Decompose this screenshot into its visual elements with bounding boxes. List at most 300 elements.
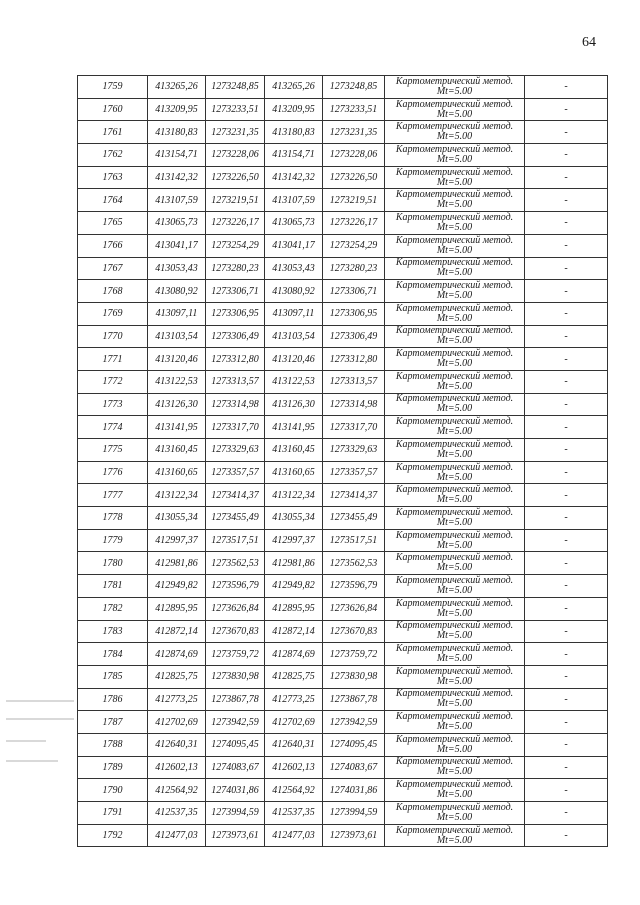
x-new-cell: 413142,32 xyxy=(265,166,323,189)
x-new-cell: 412477,03 xyxy=(265,824,323,847)
method-name: Картометрический метод. xyxy=(395,393,514,405)
method-name: Картометрический метод. xyxy=(395,234,514,246)
method-accuracy: Mt=5.00 xyxy=(436,811,473,823)
note-cell: - xyxy=(525,144,608,167)
x-existing-cell: 412997,37 xyxy=(148,529,206,552)
method-name: Картометрический метод. xyxy=(395,98,514,110)
note-cell: - xyxy=(525,665,608,688)
x-new-cell: 413055,34 xyxy=(265,507,323,530)
method-name: Картометрический метод. xyxy=(395,620,514,632)
y-existing-cell: 1273670,83 xyxy=(206,620,265,643)
y-existing-cell: 1273306,49 xyxy=(206,325,265,348)
x-existing-cell: 413265,26 xyxy=(148,76,206,99)
method-cell xyxy=(385,507,525,530)
y-new-cell: 1273973,61 xyxy=(323,824,385,847)
table-row xyxy=(78,189,608,212)
method-accuracy: Mt=5.00 xyxy=(436,766,473,778)
y-existing-cell: 1273248,85 xyxy=(206,76,265,99)
x-existing-cell: 413142,32 xyxy=(148,166,206,189)
method-name: Картометрический метод. xyxy=(395,189,514,201)
x-existing-cell: 412564,92 xyxy=(148,779,206,802)
x-new-cell: 412773,25 xyxy=(265,688,323,711)
method-accuracy: Mt=5.00 xyxy=(436,721,473,733)
table-row xyxy=(78,121,608,144)
table-row xyxy=(78,597,608,620)
method-accuracy: Mt=5.00 xyxy=(436,153,473,165)
point-number-cell: 1765 xyxy=(78,212,148,235)
x-existing-cell: 413053,43 xyxy=(148,257,206,280)
y-existing-cell: 1273414,37 xyxy=(206,484,265,507)
table-row xyxy=(78,484,608,507)
method-cell xyxy=(385,552,525,575)
table-body xyxy=(78,76,608,847)
y-existing-cell: 1273455,49 xyxy=(206,507,265,530)
note-cell: - xyxy=(525,575,608,598)
point-number-cell: 1762 xyxy=(78,144,148,167)
method-name: Картометрический метод. xyxy=(395,325,514,337)
note-cell: - xyxy=(525,257,608,280)
method-accuracy: Mt=5.00 xyxy=(436,653,473,665)
method-accuracy: Mt=5.00 xyxy=(436,834,473,846)
point-number-cell: 1789 xyxy=(78,756,148,779)
note-cell: - xyxy=(525,325,608,348)
method-cell xyxy=(385,280,525,303)
x-new-cell: 413097,11 xyxy=(265,302,323,325)
table-row xyxy=(78,302,608,325)
note-cell: - xyxy=(525,348,608,371)
x-existing-cell: 413097,11 xyxy=(148,302,206,325)
y-new-cell: 1273306,71 xyxy=(323,280,385,303)
x-new-cell: 413103,54 xyxy=(265,325,323,348)
point-number-cell: 1759 xyxy=(78,76,148,99)
y-new-cell: 1273254,29 xyxy=(323,234,385,257)
point-number-cell: 1782 xyxy=(78,597,148,620)
x-new-cell: 412981,86 xyxy=(265,552,323,575)
method-accuracy: Mt=5.00 xyxy=(436,494,473,506)
x-existing-cell: 413122,53 xyxy=(148,370,206,393)
method-cell xyxy=(385,824,525,847)
y-new-cell: 1273306,95 xyxy=(323,302,385,325)
note-cell: - xyxy=(525,121,608,144)
x-existing-cell: 413180,83 xyxy=(148,121,206,144)
x-existing-cell: 412773,25 xyxy=(148,688,206,711)
note-cell: - xyxy=(525,484,608,507)
y-new-cell: 1273830,98 xyxy=(323,665,385,688)
method-accuracy: Mt=5.00 xyxy=(436,516,473,528)
y-existing-cell: 1273517,51 xyxy=(206,529,265,552)
x-new-cell: 413160,65 xyxy=(265,461,323,484)
method-cell xyxy=(385,166,525,189)
scan-artifact xyxy=(6,740,46,742)
method-cell xyxy=(385,529,525,552)
point-number-cell: 1783 xyxy=(78,620,148,643)
point-number-cell: 1773 xyxy=(78,393,148,416)
table-row xyxy=(78,348,608,371)
y-existing-cell: 1273830,98 xyxy=(206,665,265,688)
method-name: Картометрический метод. xyxy=(395,824,514,836)
note-cell: - xyxy=(525,76,608,99)
y-new-cell: 1273306,49 xyxy=(323,325,385,348)
table-row xyxy=(78,620,608,643)
note-cell: - xyxy=(525,824,608,847)
method-name: Картометрический метод. xyxy=(395,121,514,133)
point-number-cell: 1786 xyxy=(78,688,148,711)
point-number-cell: 1788 xyxy=(78,733,148,756)
method-cell xyxy=(385,802,525,825)
method-name: Картометрический метод. xyxy=(395,370,514,382)
method-name: Картометрический метод. xyxy=(395,711,514,723)
x-existing-cell: 412537,35 xyxy=(148,802,206,825)
note-cell: - xyxy=(525,461,608,484)
method-accuracy: Mt=5.00 xyxy=(436,108,473,120)
point-number-cell: 1778 xyxy=(78,507,148,530)
method-name: Картометрический метод. xyxy=(395,75,514,87)
table-row xyxy=(78,643,608,666)
x-existing-cell: 413122,34 xyxy=(148,484,206,507)
y-new-cell: 1274095,45 xyxy=(323,733,385,756)
note-cell: - xyxy=(525,733,608,756)
method-name: Картометрический метод. xyxy=(395,643,514,655)
table-row xyxy=(78,144,608,167)
y-new-cell: 1273231,35 xyxy=(323,121,385,144)
method-accuracy: Mt=5.00 xyxy=(436,267,473,279)
x-existing-cell: 412602,13 xyxy=(148,756,206,779)
method-cell xyxy=(385,121,525,144)
method-name: Картометрический метод. xyxy=(395,302,514,314)
y-new-cell: 1273626,84 xyxy=(323,597,385,620)
x-existing-cell: 412981,86 xyxy=(148,552,206,575)
method-cell xyxy=(385,711,525,734)
x-existing-cell: 413107,59 xyxy=(148,189,206,212)
method-cell xyxy=(385,643,525,666)
point-number-cell: 1771 xyxy=(78,348,148,371)
table-row xyxy=(78,552,608,575)
table-row xyxy=(78,756,608,779)
y-existing-cell: 1273313,57 xyxy=(206,370,265,393)
method-name: Картометрический метод. xyxy=(395,166,514,178)
method-cell xyxy=(385,575,525,598)
method-cell xyxy=(385,733,525,756)
method-accuracy: Mt=5.00 xyxy=(436,630,473,642)
y-existing-cell: 1274095,45 xyxy=(206,733,265,756)
point-number-cell: 1769 xyxy=(78,302,148,325)
point-number-cell: 1792 xyxy=(78,824,148,847)
y-new-cell: 1273317,70 xyxy=(323,416,385,439)
y-existing-cell: 1273306,95 xyxy=(206,302,265,325)
point-number-cell: 1787 xyxy=(78,711,148,734)
point-number-cell: 1777 xyxy=(78,484,148,507)
method-name: Картометрический метод. xyxy=(395,733,514,745)
y-existing-cell: 1273973,61 xyxy=(206,824,265,847)
x-new-cell: 413053,43 xyxy=(265,257,323,280)
method-cell xyxy=(385,325,525,348)
y-new-cell: 1273228,06 xyxy=(323,144,385,167)
method-accuracy: Mt=5.00 xyxy=(436,335,473,347)
note-cell: - xyxy=(525,189,608,212)
table-row xyxy=(78,575,608,598)
y-new-cell: 1273562,53 xyxy=(323,552,385,575)
x-existing-cell: 413160,45 xyxy=(148,439,206,462)
table-row xyxy=(78,665,608,688)
y-existing-cell: 1273562,53 xyxy=(206,552,265,575)
method-name: Картометрический метод. xyxy=(395,665,514,677)
x-existing-cell: 413055,34 xyxy=(148,507,206,530)
point-number-cell: 1791 xyxy=(78,802,148,825)
y-new-cell: 1273517,51 xyxy=(323,529,385,552)
method-cell xyxy=(385,665,525,688)
y-new-cell: 1273219,51 xyxy=(323,189,385,212)
note-cell: - xyxy=(525,643,608,666)
x-new-cell: 413120,46 xyxy=(265,348,323,371)
method-cell xyxy=(385,779,525,802)
x-existing-cell: 412825,75 xyxy=(148,665,206,688)
method-cell xyxy=(385,393,525,416)
method-cell xyxy=(385,370,525,393)
y-new-cell: 1273596,79 xyxy=(323,575,385,598)
point-number-cell: 1767 xyxy=(78,257,148,280)
y-existing-cell: 1273357,57 xyxy=(206,461,265,484)
y-existing-cell: 1273759,72 xyxy=(206,643,265,666)
y-new-cell: 1273248,85 xyxy=(323,76,385,99)
method-accuracy: Mt=5.00 xyxy=(436,358,473,370)
point-number-cell: 1790 xyxy=(78,779,148,802)
method-name: Картометрический метод. xyxy=(395,597,514,609)
y-new-cell: 1273312,80 xyxy=(323,348,385,371)
x-new-cell: 413180,83 xyxy=(265,121,323,144)
point-number-cell: 1763 xyxy=(78,166,148,189)
method-name: Картометрический метод. xyxy=(395,143,514,155)
y-new-cell: 1274083,67 xyxy=(323,756,385,779)
y-existing-cell: 1273994,59 xyxy=(206,802,265,825)
x-new-cell: 412895,95 xyxy=(265,597,323,620)
y-new-cell: 1273414,37 xyxy=(323,484,385,507)
point-number-cell: 1760 xyxy=(78,98,148,121)
table-row xyxy=(78,257,608,280)
method-accuracy: Mt=5.00 xyxy=(436,698,473,710)
note-cell: - xyxy=(525,98,608,121)
point-number-cell: 1781 xyxy=(78,575,148,598)
method-name: Картометрический метод. xyxy=(395,552,514,564)
method-name: Картометрический метод. xyxy=(395,257,514,269)
note-cell: - xyxy=(525,756,608,779)
method-name: Картометрический метод. xyxy=(395,438,514,450)
method-name: Картометрический метод. xyxy=(395,461,514,473)
y-existing-cell: 1273254,29 xyxy=(206,234,265,257)
note-cell: - xyxy=(525,597,608,620)
x-new-cell: 413122,53 xyxy=(265,370,323,393)
x-new-cell: 413154,71 xyxy=(265,144,323,167)
x-new-cell: 413209,95 xyxy=(265,98,323,121)
y-new-cell: 1273313,57 xyxy=(323,370,385,393)
method-name: Картометрический метод. xyxy=(395,416,514,428)
method-accuracy: Mt=5.00 xyxy=(436,85,473,97)
note-cell: - xyxy=(525,166,608,189)
table-row xyxy=(78,76,608,99)
page-number: 64 xyxy=(582,35,596,50)
y-new-cell: 1273994,59 xyxy=(323,802,385,825)
x-new-cell: 412872,14 xyxy=(265,620,323,643)
x-existing-cell: 413120,46 xyxy=(148,348,206,371)
point-number-cell: 1780 xyxy=(78,552,148,575)
method-name: Картометрический метод. xyxy=(395,529,514,541)
method-accuracy: Mt=5.00 xyxy=(436,426,473,438)
point-number-cell: 1779 xyxy=(78,529,148,552)
point-number-cell: 1784 xyxy=(78,643,148,666)
scan-artifact xyxy=(6,760,58,762)
x-existing-cell: 413065,73 xyxy=(148,212,206,235)
note-cell: - xyxy=(525,280,608,303)
x-new-cell: 412640,31 xyxy=(265,733,323,756)
y-new-cell: 1273226,50 xyxy=(323,166,385,189)
method-cell xyxy=(385,348,525,371)
x-new-cell: 412949,82 xyxy=(265,575,323,598)
method-cell xyxy=(385,212,525,235)
table-row xyxy=(78,711,608,734)
y-existing-cell: 1273626,84 xyxy=(206,597,265,620)
method-name: Картометрический метод. xyxy=(395,280,514,292)
method-accuracy: Mt=5.00 xyxy=(436,675,473,687)
y-existing-cell: 1273596,79 xyxy=(206,575,265,598)
method-cell xyxy=(385,144,525,167)
point-number-cell: 1764 xyxy=(78,189,148,212)
point-number-cell: 1772 xyxy=(78,370,148,393)
note-cell: - xyxy=(525,507,608,530)
table-row xyxy=(78,166,608,189)
x-new-cell: 413265,26 xyxy=(265,76,323,99)
table-row xyxy=(78,325,608,348)
method-accuracy: Mt=5.00 xyxy=(436,221,473,233)
x-existing-cell: 413141,95 xyxy=(148,416,206,439)
y-new-cell: 1273942,59 xyxy=(323,711,385,734)
x-existing-cell: 413041,17 xyxy=(148,234,206,257)
method-accuracy: Mt=5.00 xyxy=(436,244,473,256)
y-new-cell: 1274031,86 xyxy=(323,779,385,802)
note-cell: - xyxy=(525,212,608,235)
point-number-cell: 1761 xyxy=(78,121,148,144)
x-new-cell: 413080,92 xyxy=(265,280,323,303)
x-existing-cell: 413160,65 xyxy=(148,461,206,484)
table-row xyxy=(78,688,608,711)
y-existing-cell: 1273231,35 xyxy=(206,121,265,144)
table-row xyxy=(78,98,608,121)
method-accuracy: Mt=5.00 xyxy=(436,471,473,483)
method-name: Картометрический метод. xyxy=(395,506,514,518)
method-cell xyxy=(385,257,525,280)
point-number-cell: 1776 xyxy=(78,461,148,484)
scan-artifact xyxy=(6,718,74,720)
method-accuracy: Mt=5.00 xyxy=(436,312,473,324)
note-cell: - xyxy=(525,529,608,552)
table-row xyxy=(78,280,608,303)
note-cell: - xyxy=(525,802,608,825)
table-row xyxy=(78,779,608,802)
y-existing-cell: 1274083,67 xyxy=(206,756,265,779)
method-cell xyxy=(385,98,525,121)
method-cell xyxy=(385,439,525,462)
scan-artifact xyxy=(6,700,74,702)
x-new-cell: 413141,95 xyxy=(265,416,323,439)
y-existing-cell: 1273942,59 xyxy=(206,711,265,734)
y-existing-cell: 1273312,80 xyxy=(206,348,265,371)
x-new-cell: 413160,45 xyxy=(265,439,323,462)
method-name: Картометрический метод. xyxy=(395,211,514,223)
x-existing-cell: 413126,30 xyxy=(148,393,206,416)
method-accuracy: Mt=5.00 xyxy=(436,176,473,188)
coordinates-table xyxy=(77,75,608,847)
x-existing-cell: 413103,54 xyxy=(148,325,206,348)
y-existing-cell: 1273314,98 xyxy=(206,393,265,416)
method-cell xyxy=(385,302,525,325)
x-new-cell: 413107,59 xyxy=(265,189,323,212)
method-accuracy: Mt=5.00 xyxy=(436,199,473,211)
method-accuracy: Mt=5.00 xyxy=(436,403,473,415)
point-number-cell: 1770 xyxy=(78,325,148,348)
x-existing-cell: 412949,82 xyxy=(148,575,206,598)
y-new-cell: 1273357,57 xyxy=(323,461,385,484)
note-cell: - xyxy=(525,688,608,711)
y-new-cell: 1273314,98 xyxy=(323,393,385,416)
note-cell: - xyxy=(525,416,608,439)
y-new-cell: 1273867,78 xyxy=(323,688,385,711)
note-cell: - xyxy=(525,779,608,802)
y-existing-cell: 1273867,78 xyxy=(206,688,265,711)
y-new-cell: 1273329,63 xyxy=(323,439,385,462)
note-cell: - xyxy=(525,393,608,416)
y-existing-cell: 1273219,51 xyxy=(206,189,265,212)
table-row xyxy=(78,393,608,416)
y-new-cell: 1273233,51 xyxy=(323,98,385,121)
x-existing-cell: 412702,69 xyxy=(148,711,206,734)
y-existing-cell: 1273280,23 xyxy=(206,257,265,280)
method-accuracy: Mt=5.00 xyxy=(436,789,473,801)
method-cell xyxy=(385,597,525,620)
method-accuracy: Mt=5.00 xyxy=(436,743,473,755)
x-new-cell: 412537,35 xyxy=(265,802,323,825)
method-name: Картометрический метод. xyxy=(395,779,514,791)
x-existing-cell: 413209,95 xyxy=(148,98,206,121)
table-row xyxy=(78,439,608,462)
method-cell xyxy=(385,416,525,439)
method-name: Картометрический метод. xyxy=(395,688,514,700)
x-new-cell: 412874,69 xyxy=(265,643,323,666)
note-cell: - xyxy=(525,439,608,462)
method-cell xyxy=(385,189,525,212)
point-number-cell: 1768 xyxy=(78,280,148,303)
table-row xyxy=(78,802,608,825)
x-new-cell: 413065,73 xyxy=(265,212,323,235)
method-cell xyxy=(385,688,525,711)
x-new-cell: 412602,13 xyxy=(265,756,323,779)
table-row xyxy=(78,234,608,257)
x-new-cell: 413122,34 xyxy=(265,484,323,507)
table-row xyxy=(78,507,608,530)
y-new-cell: 1273280,23 xyxy=(323,257,385,280)
method-cell xyxy=(385,76,525,99)
y-existing-cell: 1273233,51 xyxy=(206,98,265,121)
note-cell: - xyxy=(525,620,608,643)
method-accuracy: Mt=5.00 xyxy=(436,584,473,596)
method-accuracy: Mt=5.00 xyxy=(436,607,473,619)
method-accuracy: Mt=5.00 xyxy=(436,448,473,460)
x-existing-cell: 413080,92 xyxy=(148,280,206,303)
y-existing-cell: 1273306,71 xyxy=(206,280,265,303)
table-row xyxy=(78,824,608,847)
x-existing-cell: 412872,14 xyxy=(148,620,206,643)
method-cell xyxy=(385,756,525,779)
y-new-cell: 1273670,83 xyxy=(323,620,385,643)
x-existing-cell: 412895,95 xyxy=(148,597,206,620)
x-new-cell: 412702,69 xyxy=(265,711,323,734)
